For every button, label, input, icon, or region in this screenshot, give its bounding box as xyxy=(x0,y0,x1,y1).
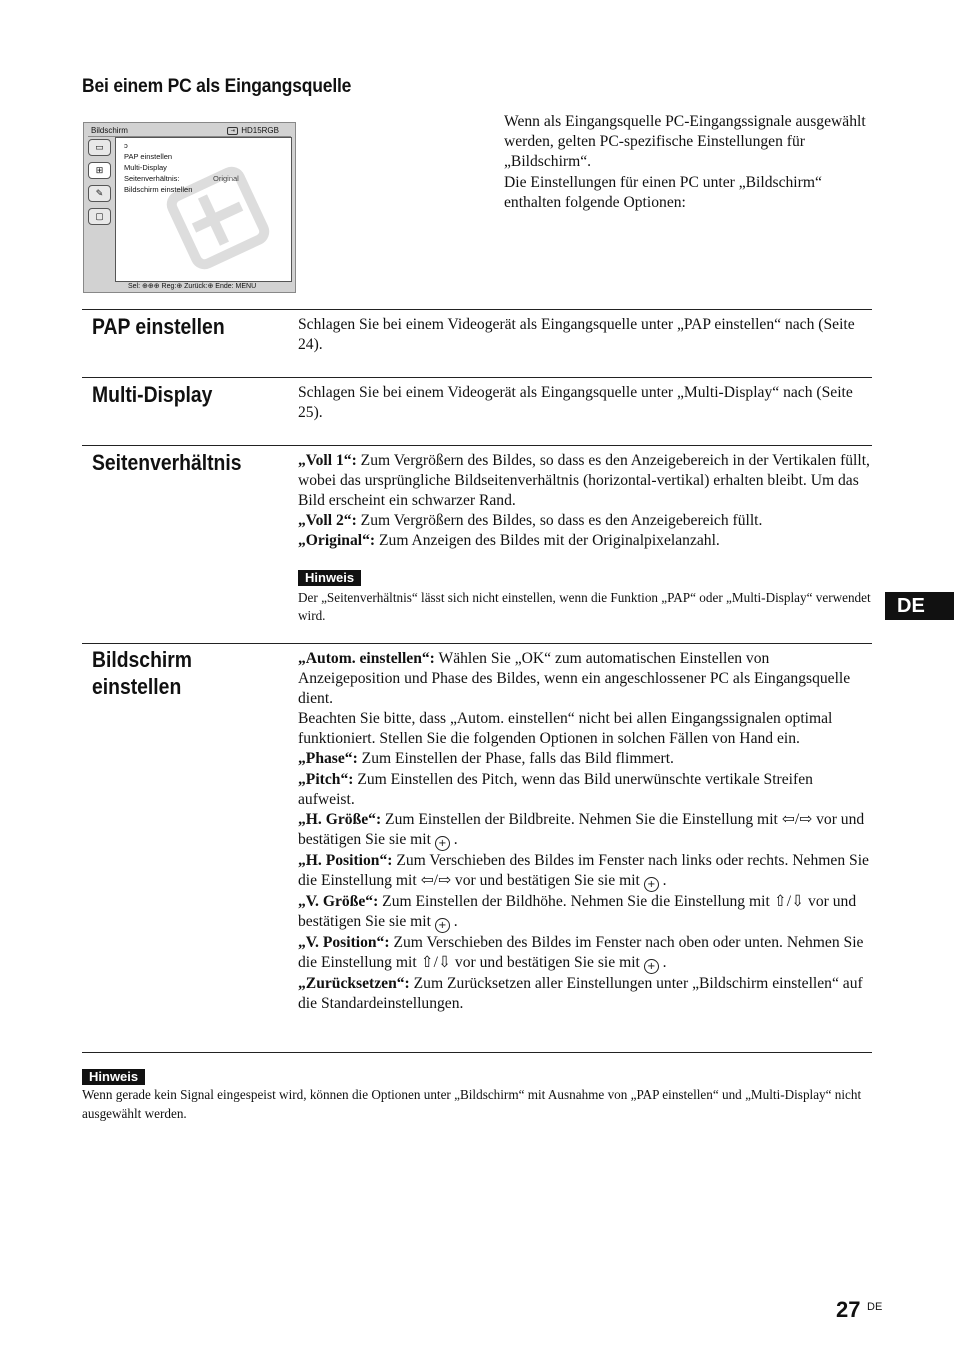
osd-item-aspect: Seitenverhältnis: xyxy=(124,174,180,183)
intro-text xyxy=(504,112,874,213)
ok-button-icon: + xyxy=(435,918,450,933)
screen-auto-note: Beachten Sie bitte, dass „Autom. einstellen“ nicht bei allen Eingangssignalen optimal funktioniert. Stellen Sie die folgenden Optionen in solchen Fällen von Hand ein. xyxy=(298,710,833,748)
section-divider xyxy=(82,309,872,310)
osd-menu-panel xyxy=(115,137,292,282)
screen-pitch: „Pitch“: Zum Einstellen des Pitch, wenn das Bild unerwünschte vertikale Streifen aufweist. xyxy=(298,770,813,808)
section-body-multi-display xyxy=(298,383,872,423)
bottom-note-text: Wenn gerade kein Signal eingespeist wird, können die Optionen unter „Bildschirm“ mit Ausnahme von „PAP einstellen“ und „Multi-Display“ nicht ausgewählt werden. xyxy=(82,1087,862,1121)
section-divider xyxy=(82,445,872,446)
screen-icon: ⊞ xyxy=(88,162,111,179)
bottom-note xyxy=(82,1068,872,1123)
screen-hsize: „H. Größe“: Zum Einstellen der Bildbreite. Nehmen Sie die Einstellung mit ⇦/⇨ vor und bestätigen Sie sie mit + . xyxy=(298,810,865,849)
language-tab: DE xyxy=(885,592,954,620)
aspect-note-text: Der „Seitenverhältnis“ lässt sich nicht einstellen, wenn die Funktion „PAP“ oder „Multi-Display“ verwendet wird. xyxy=(298,589,871,624)
screen-hpos: „H. Position“: Zum Verschieben des Bildes im Fenster nach links oder rechts. Nehmen Sie die Einstellung mit ⇦/⇨ vor und bestätigen Sie sie mit + . xyxy=(298,851,869,890)
osd-input-label: HD15RGB xyxy=(241,126,279,135)
section-title-aspect: Seitenverhältnis xyxy=(92,450,242,475)
osd-title: Bildschirm xyxy=(91,126,128,135)
osd-input-indicator xyxy=(227,126,279,135)
aspect-voll2: „Voll 2“: Zum Vergrößern des Bildes, so dass es den Anzeigebereich füllt. xyxy=(298,512,763,530)
note-label: Hinweis xyxy=(82,1069,145,1085)
picture-icon: ▭ xyxy=(88,139,111,156)
multi-display-text: Schlagen Sie bei einem Videogerät als Eingangsquelle unter „Multi-Display“ nach (Seite 25). xyxy=(298,384,853,422)
section-divider xyxy=(82,377,872,378)
osd-item-pap: PAP einstellen xyxy=(124,152,173,161)
page-number: 27 xyxy=(836,1297,861,1322)
screen-reset: „Zurücksetzen“: Zum Zurücksetzen aller Einstellungen unter „Bildschirm einstellen“ auf die Standardeinstellungen. xyxy=(298,975,863,1013)
settings-icon: ✎ xyxy=(88,185,111,202)
osd-sidebar xyxy=(88,139,114,231)
aspect-original: „Original“: Zum Anzeigen des Bildes mit der Originalpixelanzahl. xyxy=(298,532,720,550)
ok-button-icon: + xyxy=(435,836,450,851)
note-label: Hinweis xyxy=(298,570,361,586)
osd-item-multi-display: Multi-Display xyxy=(124,163,167,172)
intro-paragraph-1: Wenn als Eingangsquelle PC-Eingangssignale ausgewählt werden, gelten PC-spezifische Einstellungen für „Bildschirm“. xyxy=(504,113,866,171)
osd-item-back: ↄ xyxy=(124,141,128,150)
section-title-multi-display: Multi-Display xyxy=(92,382,213,407)
osd-aspect-value: Original xyxy=(213,174,239,183)
section-body-screen-adjust xyxy=(298,649,872,1014)
intro-paragraph-2: Die Einstellungen für einen PC unter „Bildschirm“ enthalten folgende Optionen: xyxy=(504,173,822,211)
screen-phase: „Phase“: Zum Einstellen der Phase, falls das Bild flimmert. xyxy=(298,750,674,768)
osd-screenshot xyxy=(83,122,296,293)
section-body-pap xyxy=(298,315,872,355)
screen-vpos: „V. Position“: Zum Verschieben des Bildes im Fenster nach oben oder unten. Nehmen Sie die Einstellung mit ⇧/⇩ vor und bestätigen Sie sie mit + . xyxy=(298,934,864,973)
osd-item-screen-adjust: Bildschirm einstellen xyxy=(124,185,193,194)
section-body-aspect xyxy=(298,451,872,626)
page-language-code: DE xyxy=(867,1301,883,1313)
section-title-screen-adjust: Bildschirm einstellen xyxy=(92,647,193,699)
screen-vsize: „V. Größe“: Zum Einstellen der Bildhöhe. Nehmen Sie die Einstellung mit ⇧/⇩ vor und bestätigen Sie sie mit + . xyxy=(298,892,857,932)
aspect-voll1: „Voll 1“: Zum Vergrößern des Bildes, so dass es den Anzeigebereich in der Vertikalen füllt, wobei das ursprüngliche Bildseitenverhältnis (horizontal-vertikal) erhalten bleibt. Um das Bild erscheint ein schwarzer Rand. xyxy=(298,452,870,510)
page-heading: Bei einem PC als Eingangsquelle xyxy=(82,76,352,97)
section-divider xyxy=(82,1052,872,1053)
pap-text: Schlagen Sie bei einem Videogerät als Eingangsquelle unter „PAP einstellen“ nach (Seite 24). xyxy=(298,316,855,354)
pc-icon: ▢ xyxy=(88,208,111,225)
osd-footer: Sel: ⊕⊕⊕ Reg:⊕ Zurück:⊕ Ende: MENU xyxy=(128,283,257,290)
section-divider xyxy=(82,643,872,644)
ok-button-icon: + xyxy=(644,877,659,892)
screen-auto: „Autom. einstellen“: Wählen Sie „OK“ zum automatischen Einstellen von Anzeigeposition und Phase des Bildes, wenn ein angeschlossener PC als Eingangsquelle dient. xyxy=(298,650,851,708)
input-icon: ⇥ xyxy=(227,127,238,135)
ok-button-icon: + xyxy=(644,959,659,974)
section-title-pap: PAP einstellen xyxy=(92,314,225,339)
